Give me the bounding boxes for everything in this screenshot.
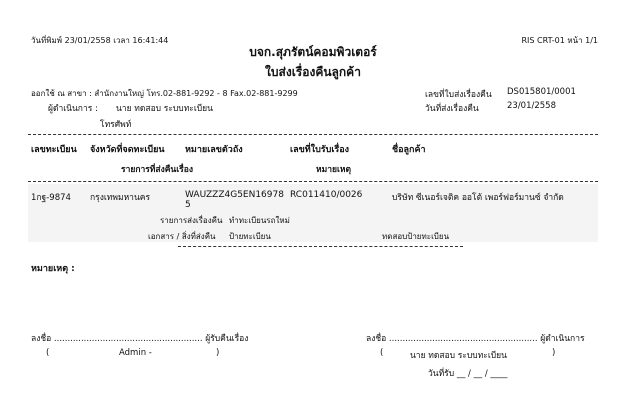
return-date-value: 23/01/2558 bbox=[507, 101, 556, 111]
row-docs-label: เอกสาร / สิ่งที่ส่งคืน bbox=[148, 232, 216, 241]
row-docs-value: ป้ายทะเบียน bbox=[229, 232, 271, 241]
branch-line: ออกใช้ ณ สาขา : สำนักงานใหญ่ โทร.02-881-9292 - 8 Fax.02-881-9299 bbox=[31, 89, 298, 98]
print-timestamp: วันที่พิมพ์ 23/01/2558 เวลา 16:41:44 bbox=[31, 36, 169, 45]
phone-label: โทรศัพท์ bbox=[100, 120, 132, 130]
col-chassis: หมายเลขตัวถัง bbox=[185, 145, 243, 155]
report-page-info: RIS CRT-01 หน้า 1/1 bbox=[521, 36, 598, 45]
return-date-label: วันที่ส่งเรื่องคืน bbox=[425, 104, 479, 114]
row-items-value: ทำทะเบียนรถใหม่ bbox=[229, 216, 290, 225]
col-remark: หมายเหตุ bbox=[316, 165, 351, 175]
row-customer: บริษัท ซีเนอร์เจติค ออโต้ เพอร์ฟอร์มานซ์ จำกัด bbox=[392, 193, 564, 203]
remarks-label: หมายเหตุ : bbox=[31, 264, 75, 274]
row-end-divider bbox=[178, 246, 463, 247]
receiver-name: Admin - bbox=[119, 348, 152, 358]
receiver-signature-line: ลงชื่อ ....................................................... ผู้รับคืนเรื่อง bbox=[31, 334, 249, 344]
receiver-paren-open: ( bbox=[46, 348, 50, 358]
operator-paren-open: ( bbox=[380, 348, 384, 358]
row-remark: ทดสอบป้ายทะเบียน bbox=[382, 232, 450, 241]
col-plate: เลขทะเบียน bbox=[31, 145, 77, 155]
receiver-paren-close: ) bbox=[216, 348, 220, 358]
row-chassis-line1: WAUZZZ4G5EN16978 bbox=[185, 190, 284, 200]
col-province: จังหวัดที่จดทะเบียน bbox=[90, 145, 165, 155]
receive-date-line: วันที่รับ __ / __ / ____ bbox=[428, 369, 508, 379]
header-bottom-divider bbox=[28, 181, 598, 182]
operator-paren-close: ) bbox=[552, 348, 556, 358]
row-receipt: RC011410/0026 bbox=[290, 190, 363, 200]
doc-no-label: เลขที่ใบส่งเรื่องคืน bbox=[425, 90, 492, 100]
operator-label: ผู้ดำเนินการ : bbox=[48, 104, 98, 114]
col-receipt: เลขที่ใบรับเรื่อง bbox=[290, 145, 350, 155]
row-plate: 1กฐ-9874 bbox=[31, 193, 71, 203]
operator-signature-line: ลงชื่อ ....................................................... ผู้ดำเนินการ bbox=[366, 334, 585, 344]
row-chassis-line2: 5 bbox=[185, 200, 191, 210]
document-title: ใบส่งเรื่องคืนลูกค้า bbox=[265, 65, 361, 79]
operator-name: นาย ทดสอบ ระบบทะเบียน bbox=[116, 104, 213, 114]
operator-sign-name: นาย ทดสอบ ระบบทะเบียน bbox=[410, 351, 507, 361]
doc-no-value: DS015801/0001 bbox=[507, 87, 576, 97]
col-customer: ชื่อลูกค้า bbox=[392, 145, 426, 155]
col-items: รายการที่ส่งคืนเรื่อง bbox=[121, 165, 193, 175]
row-items-label: รายการส่งเรื่องคืน bbox=[160, 216, 223, 225]
row-province: กรุงเทพมหานคร bbox=[90, 193, 151, 203]
header-top-divider bbox=[28, 134, 598, 135]
company-name: บจก.สุภรัตน์คอมพิวเตอร์ bbox=[249, 45, 377, 59]
